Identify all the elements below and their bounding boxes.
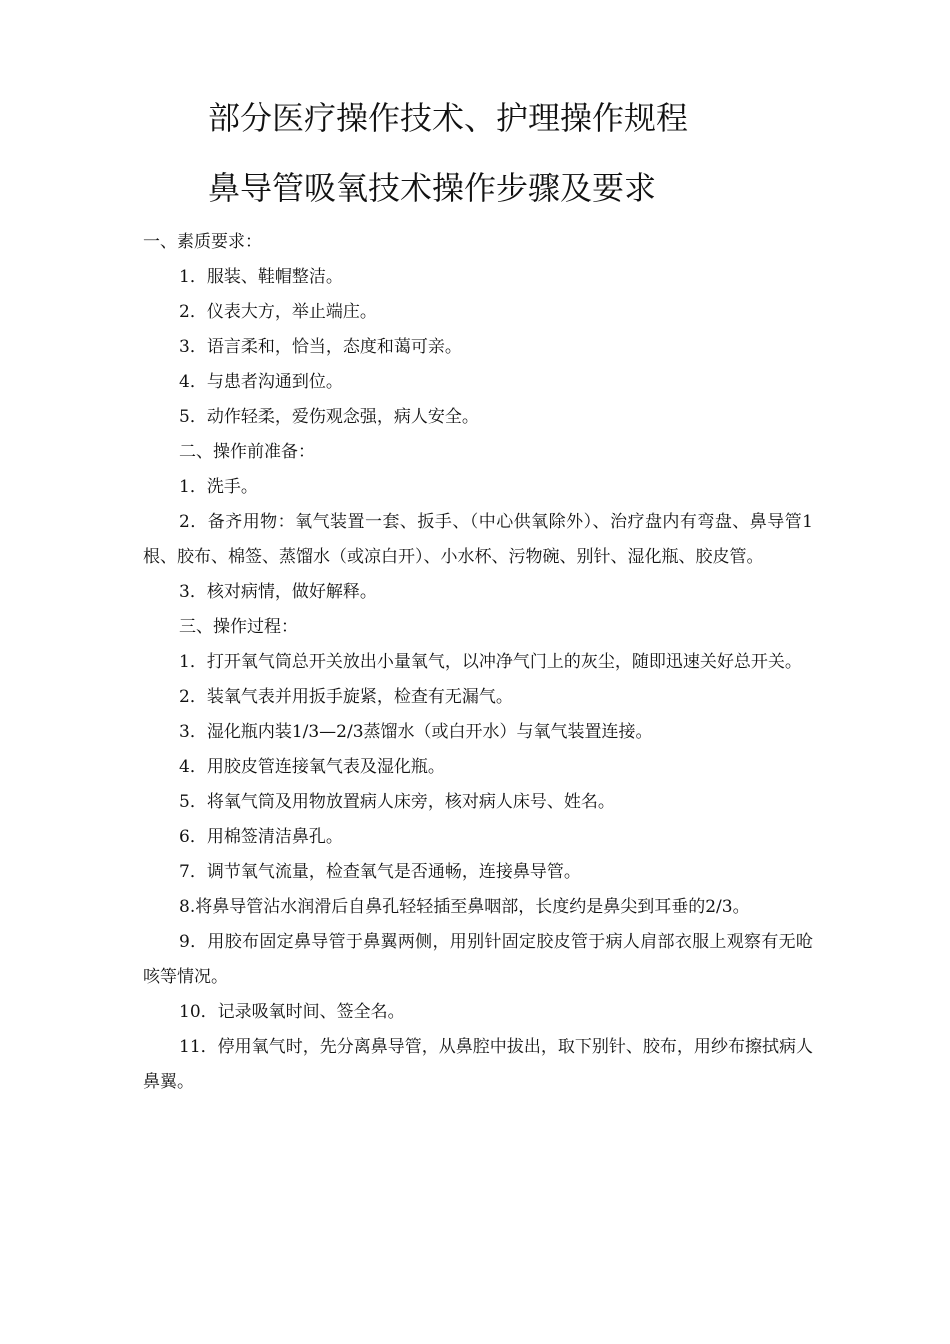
section-heading-preparation: 二、操作前准备： bbox=[179, 442, 315, 462]
paragraph-item: 1．服装、鞋帽整洁。 bbox=[179, 267, 343, 287]
paragraph-item: 9．用胶布固定鼻导管于鼻翼两侧，用别针固定胶皮管于病人肩部衣服上观察有无呛咳等情况。 bbox=[143, 932, 813, 987]
document-title: 部分医疗操作技术、护理操作规程 bbox=[208, 99, 689, 137]
paragraph-item: 4．与患者沟通到位。 bbox=[179, 372, 343, 392]
paragraph-item: 5．动作轻柔，爱伤观念强，病人安全。 bbox=[179, 407, 479, 427]
document-subtitle: 鼻导管吸氧技术操作步骤及要求 bbox=[208, 169, 657, 207]
paragraph-item: 5．将氧气筒及用物放置病人床旁，核对病人床号、姓名。 bbox=[179, 792, 615, 812]
paragraph-item: 2．装氧气表并用扳手旋紧，检查有无漏气。 bbox=[179, 687, 513, 707]
paragraph-item: 4．用胶皮管连接氧气表及湿化瓶。 bbox=[179, 757, 445, 777]
paragraph-item: 6．用棉签清洁鼻孔。 bbox=[179, 827, 343, 847]
paragraph-item: 8.将鼻导管沾水润滑后自鼻孔轻轻插至鼻咽部，长度约是鼻尖到耳垂的2/3。 bbox=[179, 897, 750, 917]
paragraph-item: 7．调节氧气流量，检查氧气是否通畅，连接鼻导管。 bbox=[179, 862, 581, 882]
paragraph-item: 3．湿化瓶内装1/3—2/3蒸馏水（或白开水）与氧气装置连接。 bbox=[179, 722, 653, 742]
paragraph-item: 1．打开氧气筒总开关放出小量氧气，以冲净气门上的灰尘，随即迅速关好总开关。 bbox=[179, 652, 802, 672]
paragraph-item: 3．语言柔和，恰当，态度和蔼可亲。 bbox=[179, 337, 462, 357]
paragraph-item: 11．停用氧气时，先分离鼻导管，从鼻腔中拔出，取下别针、胶布，用纱布擦拭病人鼻翼。 bbox=[143, 1037, 813, 1092]
document-body bbox=[143, 225, 813, 1100]
paragraph-item: 3．核对病情，做好解释。 bbox=[179, 582, 377, 602]
section-heading-procedure: 三、操作过程： bbox=[179, 617, 298, 637]
paragraph-item: 2．仪表大方，举止端庄。 bbox=[179, 302, 377, 322]
paragraph-item: 1．洗手。 bbox=[179, 477, 258, 497]
paragraph-item: 10．记录吸氧时间、签全名。 bbox=[179, 1002, 405, 1022]
paragraph-item: 2．备齐用物：氧气装置一套、扳手、（中心供氧除外）、治疗盘内有弯盘、鼻导管1根、胶布、棉签、蒸馏水（或凉白开）、小水杯、污物碗、别针、湿化瓶、胶皮管。 bbox=[143, 512, 813, 567]
section-heading-quality: 一、素质要求： bbox=[143, 232, 262, 252]
